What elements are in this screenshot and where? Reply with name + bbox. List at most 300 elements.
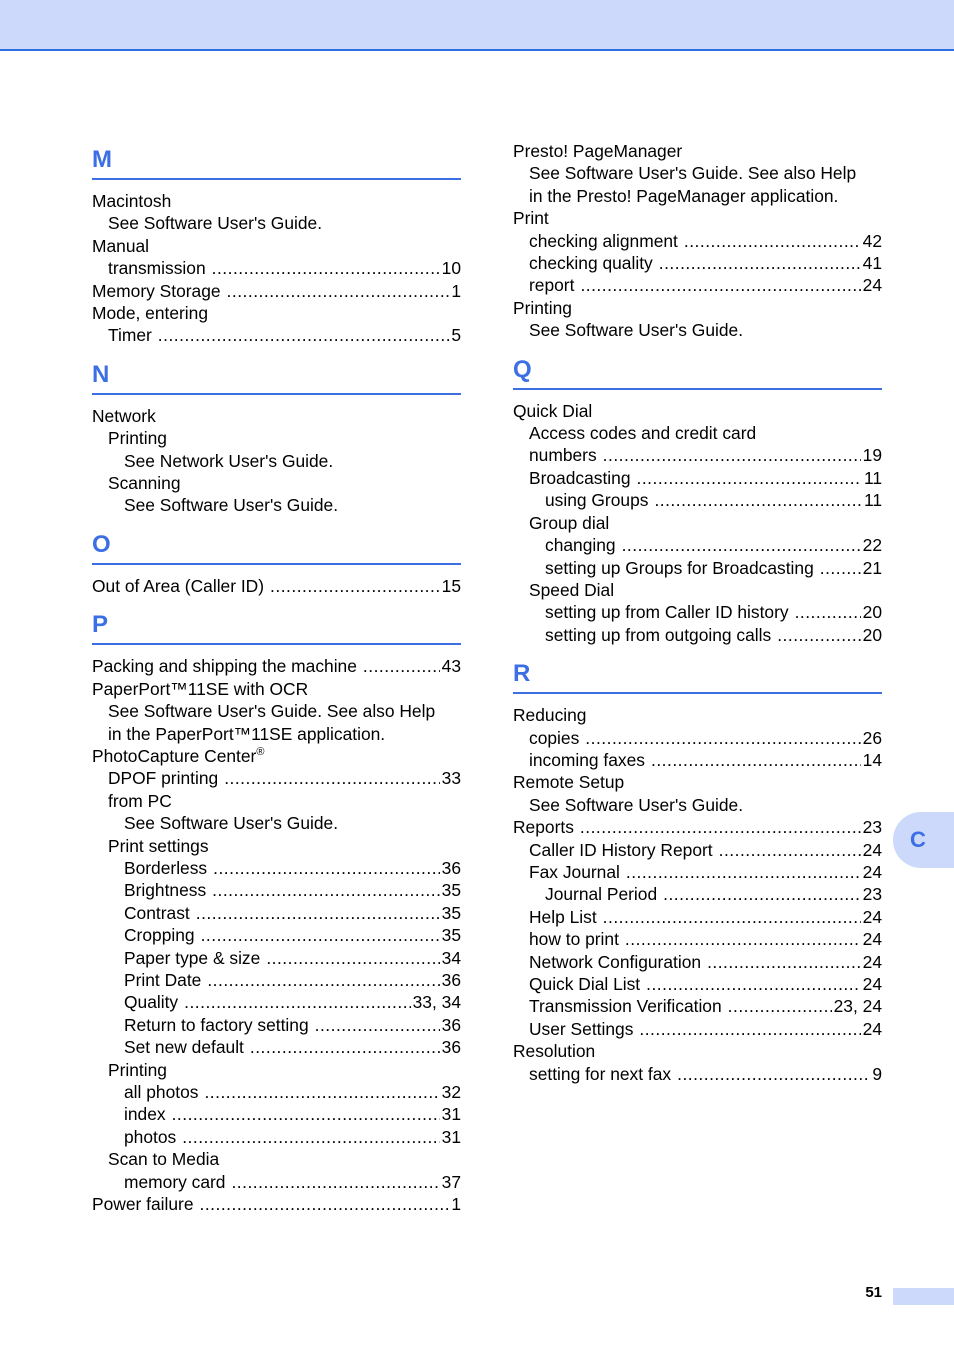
entry-text bbox=[529, 727, 585, 749]
entry-label: Contrast bbox=[124, 902, 190, 923]
entry-label: Printing bbox=[513, 297, 572, 318]
entry-label: Scanning bbox=[108, 473, 181, 494]
entry-text bbox=[529, 579, 620, 601]
index-entry bbox=[513, 185, 882, 207]
entry-label: Brightness bbox=[124, 880, 207, 901]
entry-page-ref: 5 bbox=[451, 325, 461, 346]
entry-label: Journal Period bbox=[545, 884, 658, 905]
entry-text bbox=[529, 749, 651, 771]
entry-label: Borderless bbox=[124, 857, 208, 878]
entry-page-ref: 14 bbox=[862, 749, 882, 770]
index-entry bbox=[92, 902, 461, 924]
index-entry bbox=[92, 678, 461, 700]
section-letter: M bbox=[92, 146, 112, 173]
index-entry bbox=[92, 427, 461, 449]
entry-text bbox=[108, 700, 441, 722]
index-entry bbox=[513, 230, 882, 252]
entry-page-ref: 32 bbox=[441, 1082, 461, 1102]
index-entry bbox=[513, 704, 882, 726]
index-entry bbox=[513, 973, 882, 995]
index-entry bbox=[92, 190, 461, 212]
entry-page-ref: 35 bbox=[441, 925, 461, 946]
entry-text bbox=[529, 185, 844, 207]
entry-text bbox=[124, 902, 196, 924]
section-letter: O bbox=[92, 530, 111, 558]
dot-leader bbox=[719, 839, 861, 861]
index-entry bbox=[92, 812, 461, 834]
section-letter: R bbox=[513, 660, 531, 688]
entry-page-ref: 11 bbox=[863, 490, 882, 511]
dot-leader bbox=[363, 655, 440, 677]
entry-text bbox=[529, 467, 637, 489]
index-entry bbox=[92, 1059, 461, 1081]
entry-label: Quick Dial List bbox=[529, 974, 641, 994]
entry-label: using Groups bbox=[545, 490, 649, 511]
index-entry bbox=[513, 207, 882, 229]
entry-label: Timer bbox=[108, 325, 152, 346]
entry-label: checking alignment bbox=[529, 230, 678, 251]
entry-text bbox=[108, 767, 224, 789]
index-entry bbox=[513, 816, 882, 838]
entry-label: how to print bbox=[529, 929, 619, 950]
entry-page-ref: 23, 24 bbox=[833, 996, 882, 1017]
entry-text bbox=[529, 928, 625, 950]
entry-label: setting up from Caller ID history bbox=[545, 602, 789, 623]
dot-leader bbox=[224, 767, 439, 789]
entry-label: incoming faxes bbox=[529, 749, 645, 770]
entry-label: Print Date bbox=[124, 969, 202, 990]
entry-label: in the Presto! PageManager application. bbox=[529, 185, 839, 206]
index-entry bbox=[92, 1103, 461, 1125]
entry-text bbox=[513, 771, 630, 793]
entry-page-ref: 36 bbox=[441, 969, 461, 990]
entry-label: setting up from outgoing calls bbox=[545, 624, 772, 645]
dot-leader bbox=[315, 1014, 440, 1036]
section-letter: N bbox=[92, 360, 110, 388]
entry-text bbox=[529, 973, 646, 995]
index-entry bbox=[513, 1040, 882, 1062]
dot-leader bbox=[231, 1171, 439, 1193]
dot-leader bbox=[637, 467, 862, 489]
index-section bbox=[513, 140, 882, 342]
dot-leader bbox=[663, 883, 861, 905]
entry-label: Help List bbox=[529, 906, 597, 927]
entry-text bbox=[529, 162, 862, 184]
entry-text bbox=[124, 969, 207, 991]
entry-page-ref: 15 bbox=[441, 575, 461, 596]
entry-label: Broadcasting bbox=[529, 467, 631, 488]
entry-label: Printing bbox=[108, 1059, 167, 1080]
index-entry bbox=[513, 579, 882, 601]
entry-page-ref: 35 bbox=[441, 880, 461, 901]
entry-page-ref: 43 bbox=[441, 656, 461, 677]
entry-label: copies bbox=[529, 727, 580, 748]
index-entry bbox=[92, 969, 461, 991]
entry-text bbox=[108, 212, 328, 234]
entry-label: Mode, entering bbox=[92, 303, 209, 324]
index-entry bbox=[92, 405, 461, 427]
entry-text bbox=[513, 704, 592, 726]
entry-page-ref: 22 bbox=[862, 535, 882, 556]
index-entry bbox=[92, 991, 461, 1013]
index-entry bbox=[92, 212, 461, 234]
index-entry bbox=[92, 280, 461, 302]
index-entry bbox=[92, 1036, 461, 1058]
entry-text bbox=[513, 207, 555, 229]
entry-label: Cropping bbox=[124, 925, 195, 946]
dot-leader bbox=[777, 624, 860, 646]
index-entry bbox=[513, 883, 882, 905]
entry-text bbox=[529, 252, 659, 274]
index-entry bbox=[92, 924, 461, 946]
index-entry bbox=[92, 723, 461, 745]
index-entry bbox=[513, 995, 882, 1017]
entry-label: User Settings bbox=[529, 1018, 634, 1039]
entry-page-ref: 11 bbox=[863, 467, 882, 488]
entry-text bbox=[529, 861, 626, 883]
index-entry bbox=[92, 575, 461, 597]
entry-text bbox=[529, 951, 707, 973]
entry-label: See Software User's Guide. bbox=[108, 213, 323, 234]
entry-page-ref: 23 bbox=[862, 817, 882, 838]
entry-page-ref: 9 bbox=[872, 1063, 882, 1084]
index-entry bbox=[92, 324, 461, 346]
index-entry bbox=[513, 727, 882, 749]
entry-page-ref: 21 bbox=[862, 557, 882, 578]
page-number-bar bbox=[893, 1288, 954, 1305]
entry-label: See Software User's Guide. bbox=[529, 794, 744, 815]
dot-leader bbox=[213, 857, 440, 879]
entry-text bbox=[124, 1036, 250, 1058]
index-entry bbox=[513, 794, 882, 816]
index-entry bbox=[513, 444, 882, 466]
entry-text bbox=[92, 235, 155, 257]
entry-page-ref: 34 bbox=[441, 947, 461, 968]
entry-text bbox=[513, 1040, 601, 1062]
entry-text bbox=[124, 879, 212, 901]
index-entry bbox=[92, 450, 461, 472]
index-entry bbox=[92, 1126, 461, 1148]
dot-leader bbox=[266, 947, 439, 969]
entry-text bbox=[545, 557, 820, 579]
entry-label: Memory Storage bbox=[92, 280, 221, 301]
index-entry bbox=[92, 879, 461, 901]
index-entry bbox=[92, 745, 461, 767]
entry-page-ref: 24 bbox=[862, 1018, 882, 1039]
entry-page-ref: 35 bbox=[441, 902, 461, 923]
entry-label: Remote Setup bbox=[513, 772, 625, 793]
dot-leader bbox=[659, 252, 861, 274]
entry-page-ref: 36 bbox=[441, 1014, 461, 1035]
index-entry bbox=[513, 489, 882, 511]
entry-text bbox=[513, 816, 580, 838]
appendix-tab-label: C bbox=[910, 827, 926, 852]
entry-text bbox=[124, 450, 339, 472]
entry-label: numbers bbox=[529, 445, 597, 466]
entry-page-ref: 1 bbox=[451, 1194, 461, 1215]
index-section bbox=[513, 350, 882, 646]
dot-leader bbox=[684, 230, 861, 252]
dot-leader bbox=[580, 274, 860, 296]
entry-text bbox=[529, 512, 615, 534]
index-entry bbox=[92, 257, 461, 279]
dot-leader bbox=[212, 257, 440, 279]
entry-text bbox=[513, 297, 578, 319]
entry-label: setting for next fax bbox=[529, 1063, 672, 1084]
appendix-tab bbox=[893, 812, 954, 868]
entry-text bbox=[513, 400, 598, 422]
dot-leader bbox=[646, 973, 861, 995]
entry-label: Quick Dial bbox=[513, 400, 593, 421]
entry-label: Reports bbox=[513, 817, 574, 838]
entry-text bbox=[92, 745, 270, 767]
entry-label: Set new default bbox=[124, 1037, 244, 1058]
index-entry bbox=[513, 297, 882, 319]
index-entry bbox=[92, 655, 461, 677]
entry-text bbox=[513, 140, 688, 162]
entry-text bbox=[108, 1148, 225, 1170]
entry-page-ref: 23 bbox=[862, 884, 882, 905]
entry-label: Manual bbox=[92, 235, 150, 256]
entry-label: See Software User's Guide. bbox=[124, 495, 339, 516]
entry-label: memory card bbox=[124, 1171, 226, 1192]
dot-leader bbox=[204, 1081, 439, 1103]
entry-label: photos bbox=[124, 1126, 177, 1147]
entry-text bbox=[529, 794, 749, 816]
dot-leader bbox=[625, 928, 861, 950]
entry-label: index bbox=[124, 1104, 166, 1125]
dot-leader bbox=[707, 951, 861, 973]
entry-page-ref: 10 bbox=[441, 258, 461, 279]
entry-label: Group dial bbox=[529, 512, 610, 533]
entry-text bbox=[124, 1081, 204, 1103]
entry-text bbox=[545, 534, 622, 556]
dot-leader bbox=[196, 902, 440, 924]
section-divider bbox=[92, 563, 461, 565]
entry-label: Printing bbox=[108, 428, 167, 449]
entry-page-ref: 31 bbox=[441, 1126, 461, 1147]
entry-label: See Software User's Guide. See also Help bbox=[108, 701, 436, 722]
index-section bbox=[513, 654, 882, 1085]
index-entry bbox=[513, 951, 882, 973]
entry-text bbox=[529, 230, 684, 252]
dot-leader bbox=[200, 1193, 450, 1215]
section-divider bbox=[92, 178, 461, 180]
index-entry bbox=[513, 252, 882, 274]
header-band bbox=[0, 0, 954, 51]
entry-text bbox=[92, 302, 214, 324]
dot-leader bbox=[795, 601, 861, 623]
index-entry bbox=[92, 767, 461, 789]
entry-text bbox=[124, 1103, 172, 1125]
entry-text bbox=[529, 319, 749, 341]
entry-text bbox=[124, 924, 201, 946]
index-entry bbox=[92, 1193, 461, 1215]
entry-label: Macintosh bbox=[92, 191, 172, 211]
dot-leader bbox=[270, 575, 440, 597]
entry-page-ref: 41 bbox=[862, 253, 882, 274]
dot-leader bbox=[227, 280, 450, 302]
entry-page-ref: 37 bbox=[441, 1171, 461, 1192]
entry-text bbox=[92, 1193, 200, 1215]
entry-text bbox=[108, 257, 212, 279]
dot-leader bbox=[654, 489, 862, 511]
index-entry bbox=[513, 749, 882, 771]
index-entry bbox=[92, 790, 461, 812]
entry-label: all photos bbox=[124, 1082, 199, 1102]
section-divider bbox=[92, 393, 461, 395]
entry-label: Network bbox=[92, 405, 156, 426]
entry-page-ref: 33, 34 bbox=[412, 992, 461, 1013]
entry-text bbox=[124, 857, 213, 879]
entry-text bbox=[124, 1014, 315, 1036]
index-entry bbox=[92, 1014, 461, 1036]
entry-label: PaperPort™11SE with OCR bbox=[92, 678, 309, 699]
index-entry bbox=[513, 771, 882, 793]
entry-page-ref: 36 bbox=[441, 857, 461, 878]
entry-text bbox=[529, 444, 603, 466]
entry-label: Quality bbox=[124, 992, 179, 1013]
entry-text bbox=[92, 280, 227, 302]
entry-text bbox=[108, 472, 187, 494]
entry-text bbox=[108, 427, 173, 449]
entry-label: transmission bbox=[108, 258, 206, 279]
section-letter: Q bbox=[513, 355, 532, 383]
index-entry bbox=[513, 839, 882, 861]
index-entry bbox=[513, 1018, 882, 1040]
entry-label: Network Configuration bbox=[529, 951, 702, 972]
dot-leader bbox=[626, 861, 861, 883]
index-entry bbox=[513, 512, 882, 534]
entry-page-ref: 26 bbox=[862, 727, 882, 748]
entry-text bbox=[545, 489, 654, 511]
entry-text bbox=[545, 601, 795, 623]
index-entry bbox=[513, 319, 882, 341]
entry-label: Scan to Media bbox=[108, 1149, 220, 1170]
index-entry bbox=[513, 928, 882, 950]
entry-label: setting up Groups for Broadcasting bbox=[545, 557, 814, 578]
index-entry bbox=[92, 1148, 461, 1170]
index-entry bbox=[513, 624, 882, 646]
entry-text bbox=[92, 655, 363, 677]
entry-label: PhotoCapture Center bbox=[92, 745, 257, 766]
entry-label: Print bbox=[513, 208, 549, 229]
dot-leader bbox=[212, 879, 439, 901]
index-entry bbox=[513, 601, 882, 623]
entry-page-ref: 24 bbox=[862, 929, 882, 950]
index-column-left bbox=[92, 140, 461, 1223]
index-entry bbox=[92, 835, 461, 857]
entry-label: Transmission Verification bbox=[529, 996, 722, 1017]
dot-leader bbox=[677, 1063, 870, 1085]
page-number: 51 bbox=[865, 1284, 882, 1301]
dot-leader bbox=[820, 557, 861, 579]
entry-label: Fax Journal bbox=[529, 861, 620, 882]
entry-text bbox=[108, 723, 391, 745]
section-letter: P bbox=[92, 611, 109, 639]
entry-text bbox=[529, 839, 719, 861]
entry-page-ref: 24 bbox=[862, 275, 882, 296]
entry-label: DPOF printing bbox=[108, 768, 219, 789]
entry-text bbox=[108, 790, 178, 812]
section-divider bbox=[513, 388, 882, 390]
index-section bbox=[92, 525, 461, 597]
dot-leader bbox=[184, 991, 411, 1013]
entry-label: from PC bbox=[108, 790, 172, 811]
dot-leader bbox=[622, 534, 861, 556]
index-entry bbox=[92, 700, 461, 722]
dot-leader bbox=[651, 749, 861, 771]
entry-page-ref: 24 bbox=[862, 906, 882, 927]
index-entry bbox=[92, 1171, 461, 1193]
dot-leader bbox=[603, 906, 861, 928]
index-entry bbox=[513, 422, 882, 444]
entry-label: Access codes and credit card bbox=[529, 423, 757, 444]
entry-page-ref: 19 bbox=[862, 445, 882, 466]
entry-text bbox=[124, 991, 184, 1013]
dot-leader bbox=[639, 1018, 860, 1040]
dot-leader bbox=[728, 995, 832, 1017]
entry-text bbox=[124, 1171, 231, 1193]
entry-label: Return to factory setting bbox=[124, 1014, 309, 1035]
entry-label: report bbox=[529, 275, 575, 296]
dot-leader bbox=[603, 444, 861, 466]
entry-text bbox=[545, 883, 663, 905]
entry-text bbox=[92, 405, 162, 427]
index-section bbox=[92, 605, 461, 1215]
entry-page-ref: 31 bbox=[441, 1104, 461, 1125]
registered-mark: ® bbox=[256, 746, 265, 759]
index-entry bbox=[513, 534, 882, 556]
entry-text bbox=[529, 995, 728, 1017]
entry-page-ref: 24 bbox=[862, 974, 882, 994]
entry-text bbox=[545, 624, 777, 646]
index-entry bbox=[92, 1081, 461, 1103]
entry-page-ref: 33 bbox=[441, 768, 461, 789]
entry-label: See Software User's Guide. See also Help bbox=[529, 163, 857, 184]
index-entry bbox=[92, 494, 461, 516]
index-entry bbox=[513, 906, 882, 928]
entry-text bbox=[529, 906, 603, 928]
index-entry bbox=[513, 274, 882, 296]
entry-label: Paper type & size bbox=[124, 947, 261, 968]
entry-text bbox=[108, 835, 215, 857]
entry-label: Power failure bbox=[92, 1194, 194, 1215]
entry-label: Out of Area (Caller ID) bbox=[92, 575, 265, 596]
entry-label: Resolution bbox=[513, 1041, 596, 1062]
entry-page-ref: 20 bbox=[862, 602, 882, 623]
index-entry bbox=[92, 472, 461, 494]
dot-leader bbox=[207, 969, 439, 991]
entry-text bbox=[529, 274, 580, 296]
entry-text bbox=[124, 812, 344, 834]
entry-label: changing bbox=[545, 535, 616, 556]
entry-label: See Software User's Guide. bbox=[529, 320, 744, 341]
entry-page-ref: 24 bbox=[862, 861, 882, 882]
index-entry bbox=[92, 302, 461, 324]
entry-text bbox=[124, 494, 344, 516]
index-entry bbox=[92, 857, 461, 879]
index-entry bbox=[513, 162, 882, 184]
entry-page-ref: 20 bbox=[862, 624, 882, 645]
dot-leader bbox=[201, 924, 440, 946]
dot-leader bbox=[182, 1126, 439, 1148]
entry-page-ref: 24 bbox=[862, 951, 882, 972]
entry-text bbox=[529, 422, 762, 444]
index-section bbox=[92, 355, 461, 517]
dot-leader bbox=[585, 727, 860, 749]
entry-text bbox=[108, 1059, 173, 1081]
